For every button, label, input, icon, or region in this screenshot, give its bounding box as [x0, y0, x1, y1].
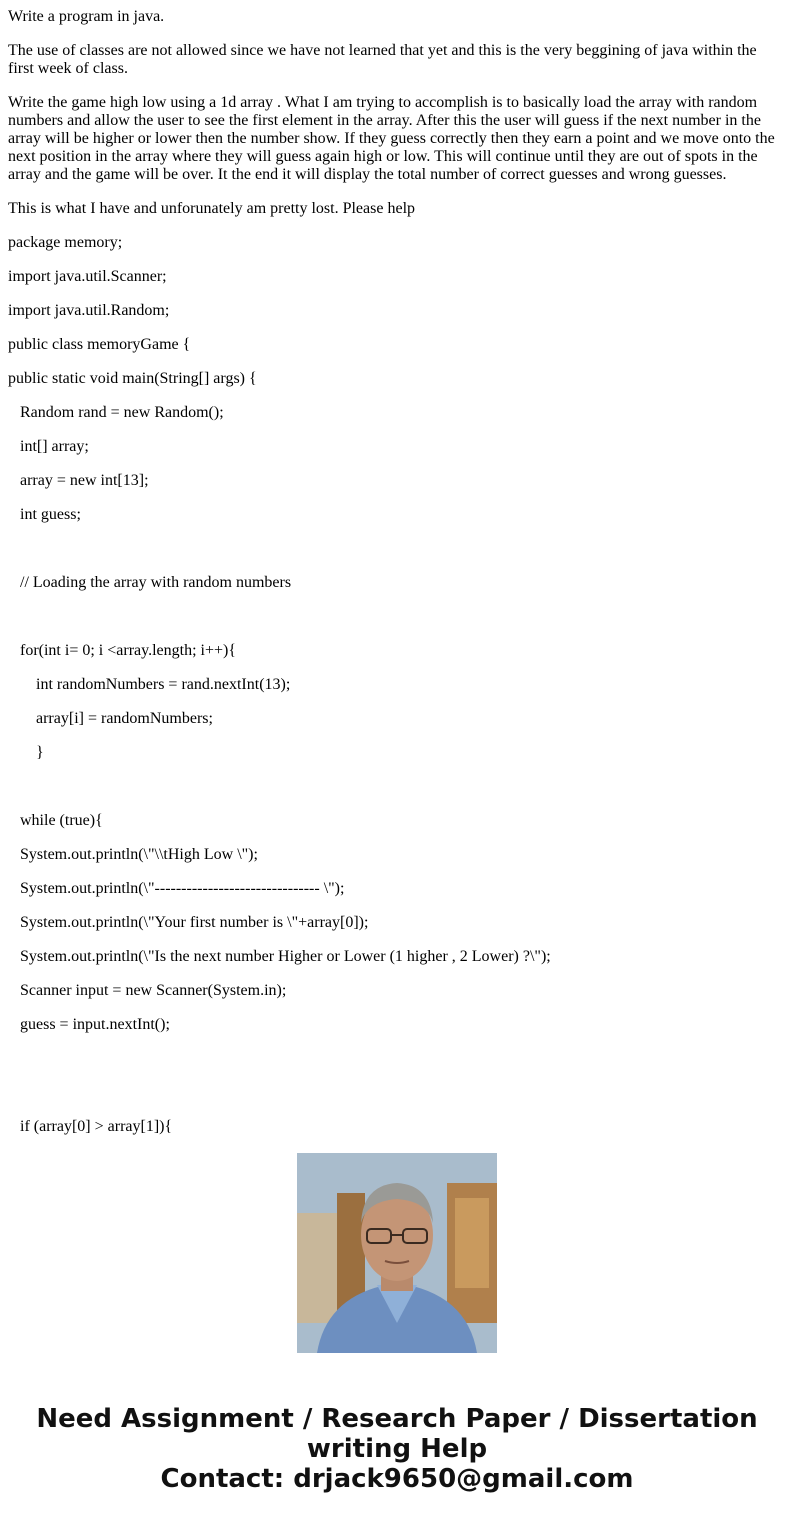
tutor-portrait-image [297, 1153, 497, 1353]
question-paragraph: Write the game high low using a 1d array . What I am trying to accomplish is to basically load the array with random numbers and allow the user to see the first element in the array. After this the user will guess if the next number in the array will be higher or lower then the number show. If they guess correctly then they earn a point and we move onto the next position in the array where they will guess again high or low. This will continue until they are out of spots in the array and the game will be over. It the end it will display the total number of correct guesses and wrong guesses. [8, 94, 775, 183]
code-line: if (array[0] > array[1]){ [20, 1118, 173, 1135]
code-line [8, 778, 780, 796]
code-line: System.out.println(\"Is the next number Higher or Lower (1 higher , 2 Lower) ?\"); [20, 948, 551, 965]
code-line: Scanner input = new Scanner(System.in); [20, 982, 287, 999]
question-body [8, 0, 780, 1135]
code-line: import java.util.Scanner; [8, 268, 167, 285]
code-line: } [36, 744, 44, 761]
tutor-avatar [297, 1153, 497, 1353]
code-line: int[] array; [20, 438, 89, 455]
code-line: while (true){ [20, 812, 103, 829]
promo-line: Need Assignment / Research Paper / Dissertation [36, 1404, 758, 1434]
code-line: import java.util.Random; [8, 302, 170, 319]
code-line [8, 608, 780, 626]
promo-banner [0, 1404, 794, 1494]
code-line: array = new int[13]; [20, 472, 149, 489]
code-line: public static void main(String[] args) { [8, 370, 257, 387]
promo-contact: Contact: drjack9650@gmail.com [160, 1464, 634, 1494]
question-paragraph: The use of classes are not allowed since we have not learned that yet and this is the very beggining of java within the first week of class. [8, 42, 757, 77]
code-line [8, 1050, 780, 1068]
code-line: int guess; [20, 506, 81, 523]
code-line: public class memoryGame { [8, 336, 191, 353]
question-paragraph: Write a program in java. [8, 8, 165, 25]
code-line: System.out.println(\"\\tHigh Low \"); [20, 846, 258, 863]
code-line: // Loading the array with random numbers [20, 574, 292, 591]
promo-line: writing Help [306, 1434, 488, 1464]
code-line [8, 540, 780, 558]
code-line: System.out.println(\"Your first number is \"+array[0]); [20, 914, 369, 931]
code-line [8, 1084, 780, 1102]
code-line: array[i] = randomNumbers; [36, 710, 213, 727]
code-line: package memory; [8, 234, 123, 251]
code-line: System.out.println(\"------------------------------- \"); [20, 880, 345, 897]
code-line: Random rand = new Random(); [20, 404, 224, 421]
code-line: guess = input.nextInt(); [20, 1016, 170, 1033]
code-line: int randomNumbers = rand.nextInt(13); [36, 676, 291, 693]
code-line: for(int i= 0; i <array.length; i++){ [20, 642, 237, 659]
question-paragraph: This is what I have and unforunately am pretty lost. Please help [8, 200, 416, 217]
